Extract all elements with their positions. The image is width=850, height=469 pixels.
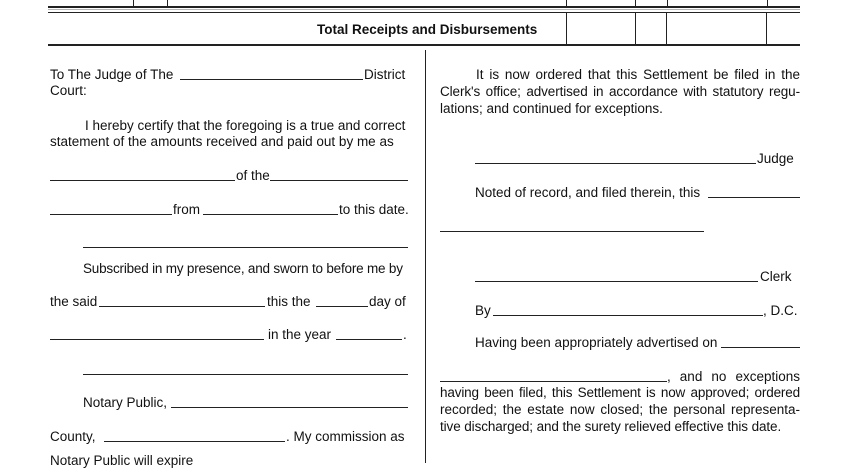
notary-expire-label: Notary Public will expire: [50, 453, 194, 468]
totals-label: Total Receipts and Disbursements: [317, 22, 538, 37]
noted-date-continuation-field[interactable]: [440, 218, 704, 235]
notary-signature-field[interactable]: [83, 361, 408, 378]
deputy-clerk-field[interactable]: [493, 302, 763, 319]
totals-row-bottom-rule: [48, 44, 800, 46]
no-exceptions-label: , and no exceptions: [667, 369, 800, 384]
day-of-label: day of: [369, 294, 406, 309]
to-this-date-label: to this date.: [339, 202, 409, 217]
of-the-label: of the: [236, 168, 270, 183]
top-table-rule: [48, 6, 800, 8]
commission-label: . My commission as: [286, 429, 405, 444]
court-label: Court:: [50, 83, 87, 98]
total-amount-cell[interactable]: [566, 12, 636, 44]
noted-date-field[interactable]: [708, 184, 800, 201]
approval-line-2: recorded; the estate now closed; the personal representa-: [440, 402, 800, 417]
month-field[interactable]: [50, 326, 264, 343]
year-period: .: [403, 327, 407, 342]
order-text: [440, 66, 800, 117]
column-divider: [425, 50, 426, 463]
county-label: County,: [50, 429, 96, 444]
clerk-label: Clerk: [760, 269, 792, 284]
total-amount-cell[interactable]: [667, 12, 767, 44]
subscribed-text: Subscribed in my presence, and sworn to before me by: [83, 261, 403, 276]
top-table-cell-divider: [566, 0, 567, 8]
from-label: from: [173, 202, 200, 217]
order-line-3: lations; and continued for exceptions.: [440, 101, 663, 116]
top-table-rule-grey: [48, 9, 800, 10]
signature-field[interactable]: [83, 234, 408, 251]
in-the-year-label: in the year: [268, 327, 332, 342]
top-table-cell-divider: [767, 0, 768, 8]
estate-name-field[interactable]: [270, 167, 408, 184]
approval-text: [440, 384, 800, 435]
dc-label: , D.C.: [763, 303, 798, 318]
approval-line-1: having been filed, this Settlement is now approved; ordered: [440, 385, 800, 400]
certify-text-line-1: I hereby certify that the foregoing is a true and correct: [85, 118, 406, 133]
top-table-cell-divider: [635, 0, 636, 8]
order-line-2: Clerk's office; advertised in accordance with statutory regu-: [440, 84, 800, 99]
notary-county-field[interactable]: [171, 394, 408, 411]
district-label: District: [364, 67, 406, 82]
top-table-cell-divider: [133, 0, 134, 8]
advertised-label: Having been appropriately advertised on: [475, 335, 718, 350]
advertised-date-continuation-field[interactable]: [440, 368, 667, 385]
day-field[interactable]: [316, 293, 368, 310]
total-amount-cell[interactable]: [767, 12, 800, 44]
certify-text-line-2: statement of the amounts received and paid out by me as: [50, 134, 394, 149]
noted-label: Noted of record, and filed therein, this: [475, 185, 701, 200]
approval-line-3: tive discharged; and the surety relieved effective this date.: [440, 419, 782, 434]
this-the-label: this the: [267, 294, 311, 309]
county-name-field[interactable]: [104, 428, 285, 445]
the-said-label: the said: [50, 294, 98, 309]
total-amount-cell[interactable]: [635, 12, 667, 44]
judge-label: Judge: [757, 151, 794, 166]
to-date-field[interactable]: [203, 201, 338, 218]
judge-signature-field[interactable]: [475, 150, 756, 167]
top-table-cell-divider: [167, 0, 168, 8]
to-judge-label: To The Judge of The: [50, 67, 174, 82]
advertised-date-field[interactable]: [721, 334, 800, 351]
clerk-signature-field[interactable]: [475, 268, 758, 285]
judge-name-field[interactable]: [180, 66, 363, 83]
totals-row: [48, 12, 800, 46]
from-date-field[interactable]: [50, 201, 172, 218]
affiant-name-field[interactable]: [99, 293, 265, 310]
order-line-1: It is now ordered that this Settlement be filed in the: [476, 67, 800, 82]
year-field[interactable]: [336, 326, 402, 343]
notary-public-label: Notary Public,: [83, 395, 168, 410]
top-table-cell-divider: [667, 0, 668, 8]
by-label: By: [475, 303, 491, 318]
capacity-field[interactable]: [50, 167, 235, 184]
